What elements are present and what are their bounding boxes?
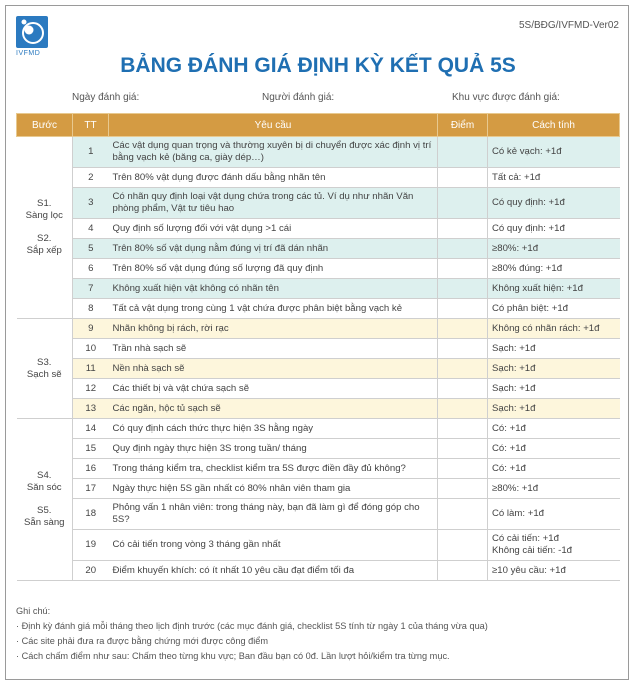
row-number: 20 [73, 561, 109, 581]
requirement-text: Trên 80% số vật dụng nằm đúng vị trí đã dán nhãn [109, 239, 438, 259]
note-item: · Định kỳ đánh giá mỗi tháng theo lịch định trước (các mục đánh giá, checklist 5S tính từ ngày 1 của tháng vừa qua) [16, 621, 488, 631]
table-row [17, 439, 620, 459]
logo-text: IVFMD [16, 50, 41, 57]
requirement-text: Các thiết bị và vật chứa sạch sẽ [109, 379, 438, 399]
header-method: Cách tính [488, 114, 620, 137]
score-cell [438, 479, 488, 499]
row-number: 19 [73, 530, 109, 561]
step-label: Săn sóc [26, 482, 62, 493]
method-text: ≥80% đúng: +1đ [488, 259, 620, 279]
method-text: Sạch: +1đ [488, 359, 620, 379]
header-requirement: Yêu cầu [109, 114, 438, 137]
row-number: 16 [73, 459, 109, 479]
method-text: Không có nhãn rách: +1đ [488, 319, 620, 339]
row-number: 11 [73, 359, 109, 379]
score-cell [438, 188, 488, 219]
area-label: Khu vực được đánh giá: [452, 92, 560, 103]
method-text: ≥10 yêu cầu: +1đ [488, 561, 620, 581]
row-number: 9 [73, 319, 109, 339]
step-cell [17, 419, 73, 581]
score-cell [438, 459, 488, 479]
score-cell [438, 359, 488, 379]
step-label: S1. [37, 198, 52, 209]
method-text: ≥80%: +1đ [488, 479, 620, 499]
score-cell [438, 339, 488, 359]
method-text: Có quy định: +1đ [488, 188, 620, 219]
requirement-text: Phỏng vấn 1 nhân viên: trong tháng này, bạn đã làm gì để đóng góp cho 5S? [109, 499, 438, 530]
row-number: 14 [73, 419, 109, 439]
score-cell [438, 379, 488, 399]
score-cell [438, 279, 488, 299]
step-cell [17, 137, 73, 319]
note-item: · Các site phải đưa ra được bằng chứng mới được công điểm [16, 636, 269, 646]
score-cell [438, 419, 488, 439]
requirement-text: Trên 80% vật dụng được đánh dấu bằng nhãn tên [109, 168, 438, 188]
step-label: S2. [37, 233, 52, 244]
step-cell [17, 319, 73, 419]
score-cell [438, 439, 488, 459]
row-number: 15 [73, 439, 109, 459]
method-text: Sạch: +1đ [488, 399, 620, 419]
table-row [17, 319, 620, 339]
evaluation-table [16, 113, 620, 581]
step-label: S3. [37, 356, 52, 368]
score-cell [438, 219, 488, 239]
step-label: Sẵn sàng [23, 517, 65, 528]
requirement-text: Có quy định cách thức thực hiện 3S hằng ngày [109, 419, 438, 439]
note-item: · Cách chấm điểm như sau: Chấm theo từng khu vực; Ban đầu bạn có 0đ. Lần lượt hỏi/kiểm tra từng mục. [16, 651, 450, 661]
method-text: Sạch: +1đ [488, 379, 620, 399]
row-number: 8 [73, 299, 109, 319]
requirement-text: Ngày thực hiện 5S gần nhất có 80% nhân viên tham gia [109, 479, 438, 499]
row-number: 6 [73, 259, 109, 279]
table-row [17, 419, 620, 439]
step-label: Sạch sẽ [26, 368, 62, 380]
score-cell [438, 259, 488, 279]
requirement-text: Các ngăn, hộc tủ sạch sẽ [109, 399, 438, 419]
requirement-text: Có nhãn quy định loại vật dụng chứa trong các tủ. Ví dụ như nhãn Văn phòng phẩm, Vật tư tiêu hao [109, 188, 438, 219]
notes-section [16, 604, 616, 664]
table-row [17, 239, 620, 259]
requirement-text: Trong tháng kiểm tra, checklist kiểm tra 5S được điền đầy đủ không? [109, 459, 438, 479]
method-text: Có: +1đ [488, 439, 620, 459]
document-version: 5S/BĐG/IVFMD-Ver02 [518, 20, 619, 31]
date-label: Ngày đánh giá: [72, 92, 140, 103]
requirement-text: Không xuất hiện vật không có nhãn tên [109, 279, 438, 299]
table-header-row [17, 114, 620, 137]
method-text: ≥80%: +1đ [488, 239, 620, 259]
notes-heading: Ghi chú: [16, 606, 51, 616]
method-text: Có làm: +1đ [488, 499, 620, 530]
requirement-text: Trần nhà sạch sẽ [109, 339, 438, 359]
logo-mark-icon [16, 16, 48, 48]
table-row [17, 499, 620, 530]
requirement-text: Quy định số lượng đối với vật dụng >1 cái [109, 219, 438, 239]
score-cell [438, 319, 488, 339]
row-number: 18 [73, 499, 109, 530]
table-row [17, 530, 620, 561]
step-label: S5. [37, 505, 52, 516]
row-number: 12 [73, 379, 109, 399]
method-text: Có kẻ vạch: +1đ [488, 137, 620, 168]
row-number: 2 [73, 168, 109, 188]
method-text: Tất cả: +1đ [488, 168, 620, 188]
table-row [17, 279, 620, 299]
row-number: 7 [73, 279, 109, 299]
table-row [17, 379, 620, 399]
row-number: 1 [73, 137, 109, 168]
header-tt: TT [73, 114, 109, 137]
score-cell [438, 168, 488, 188]
header-score: Điểm [438, 114, 488, 137]
table-row [17, 459, 620, 479]
score-cell [438, 499, 488, 530]
method-text: Có: +1đ [488, 459, 620, 479]
requirement-text: Trên 80% số vật dụng đúng số lượng đã quy định [109, 259, 438, 279]
step-label [21, 494, 69, 505]
row-number: 10 [73, 339, 109, 359]
step-label: S4. [37, 470, 52, 481]
score-cell [438, 137, 488, 168]
row-number: 13 [73, 399, 109, 419]
method-text: Có phân biệt: +1đ [488, 299, 620, 319]
row-number: 4 [73, 219, 109, 239]
step-label: Sắp xếp [26, 245, 62, 256]
requirement-text: Nhãn không bị rách, rời rạc [109, 319, 438, 339]
step-label [21, 222, 69, 233]
requirement-text: Nền nhà sạch sẽ [109, 359, 438, 379]
page-title: BẢNG ĐÁNH GIÁ ĐỊNH KỲ KẾT QUẢ 5S [120, 54, 516, 77]
table-row [17, 299, 620, 319]
table-row [17, 479, 620, 499]
header-step: Bước [17, 114, 73, 137]
requirement-text: Các vật dụng quan trọng và thường xuyên bị di chuyển được xác định vị trí bằng vạch kẻ (băng ca, giày dép…) [109, 137, 438, 168]
table-row [17, 399, 620, 419]
table-row [17, 339, 620, 359]
row-number: 17 [73, 479, 109, 499]
requirement-text: Có cải tiến trong vòng 3 tháng gần nhất [109, 530, 438, 561]
row-number: 3 [73, 188, 109, 219]
evaluator-label: Người đánh giá: [262, 92, 335, 103]
table-row [17, 137, 620, 168]
table-row [17, 188, 620, 219]
method-text: Sạch: +1đ [488, 339, 620, 359]
table-row [17, 219, 620, 239]
requirement-text: Tất cả vật dụng trong cùng 1 vật chứa được phân biệt bằng vạch kẻ [109, 299, 438, 319]
table-row [17, 168, 620, 188]
method-text: Có: +1đ [488, 419, 620, 439]
score-cell [438, 299, 488, 319]
score-cell [438, 530, 488, 561]
requirement-text: Quy định ngày thực hiện 3S trong tuần/ tháng [109, 439, 438, 459]
step-label: Sàng lọc [25, 210, 63, 221]
method-text: Có quy định: +1đ [488, 219, 620, 239]
table-row [17, 359, 620, 379]
score-cell [438, 399, 488, 419]
table-row [17, 259, 620, 279]
score-cell [438, 239, 488, 259]
requirement-text: Điểm khuyến khích: có ít nhất 10 yêu cầu đạt điểm tối đa [109, 561, 438, 581]
row-number: 5 [73, 239, 109, 259]
table-row [17, 561, 620, 581]
method-text: Có cải tiến: +1đ Không cải tiến: -1đ [488, 530, 620, 561]
score-cell [438, 561, 488, 581]
method-text: Không xuất hiện: +1đ [488, 279, 620, 299]
